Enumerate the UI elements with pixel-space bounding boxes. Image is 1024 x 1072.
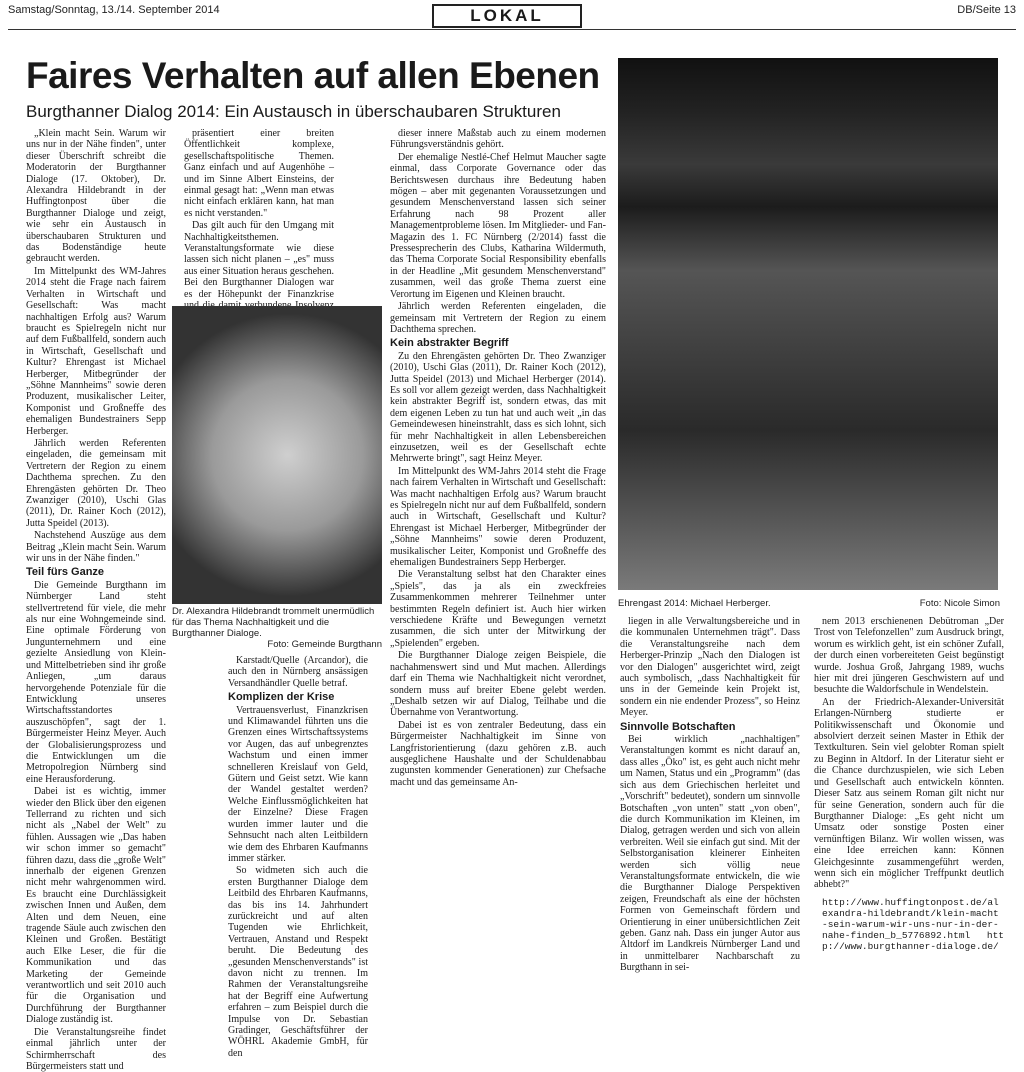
page-date: Samstag/Sonntag, 13./14. September 2014 [8,4,220,16]
subheading: Kein abstrakter Begriff [390,337,509,350]
photo-credit-herberger: Foto: Nicole Simon [919,598,1000,609]
paragraph: Die Veranstaltung selbst hat den Charakter eines „Spiels", das ja als ein zweckfreies Zusammenkommen mehrerer Teilnehmer unter bestimmten Regeln definiert ist. Auch hier wirken verschiedene Kräfte und Bewegungen vernetzt zusammen, die sich unter der Mitwirkung der „Spielenden" ergeben. [390,569,606,649]
section-label: LOKAL [432,4,582,28]
subheading: Komplizen der Krise [228,691,335,704]
photo-caption-herberger: Ehrengast 2014: Michael Herberger. [618,598,771,609]
paragraph: Die Gemeinde Burgthann im Nürnberger Land steht stellvertretend für viele, die mehr als nur eine Wohngemeinde sind. Eine optimale Förderung von Jungunternehmern und eine gezielte Ansiedlung von Klein- und Mittelbetrieben sind ihr große Anliegen, „um daraus hervorgehende Potenziale für die Entwicklung unseres Wirtschaftsstandortes auszuschöpfen", sagt der 1. Bürgermeister Heinz Meyer. Auch der Globalisierungsprozess und die Entwicklungen um die Metropolregion Nürnberg sind eine Herausforderung. [26,579,166,785]
photo-caption-hildebrandt [172,606,382,650]
paragraph: Die Burgthanner Dialoge zeigen Beispiele, die nachahmenswert sind und Mut machen. Allerdings darf ein Thema wie Nachhaltigkeit nicht verordnet, sondern muss auf breiter Ebene gelebt werden. „Deshalb setzen wir auf Dialog, Teilhabe und die Übernahme von Verantwortung. [390,650,606,719]
headline: Faires Verhalten auf allen Ebenen [26,55,600,96]
paragraph: dieser innere Maßstab auch zu einem modernen Führungsverständnis gehört. [390,128,606,151]
subheading: Sinnvolle Botschaften [620,720,736,733]
article-column-2-bottom [228,655,368,1059]
portrait-photo-hildebrandt [172,306,382,604]
paragraph: An der Friedrich-Alexander-Universität Erlangen-Nürnberg studierte er Politikwissenschaft und Ökonomie und absolviert derzeit seinen Master in Ethik der Textkulturen. Sein viel gelobter Roman spielt zu Beginn in Altdorf. In der Literatur sieht er die Chance durchzuspielen, wie sich Leben und Gesellschaft auch entwickeln könnten. Dieser Satz aus seinem Roman gilt nicht nur für seine Generation, sondern auch für die Burgthanner Dialoge: „Es geht nicht um Umsatz oder sonstige Posten einer vernünftigen Bilanz. Wir wollen wissen, was eine Idee erreichen kann: Können Gleichgesinnte zusammengeführt werden, wenn sich ein möglicher Treffpunkt deutlich abhebt?" [814,696,1004,891]
paragraph: Der ehemalige Nestlé-Chef Helmut Maucher sagte einmal, dass Corporate Governance oder das Berichtswesen durchaus ihre Bedeutung haben mögen – aber mit gegenanten Voraussetzungen und gesundem Menschenverstand lassen sich seiner Erfahrung nach 98 Prozent aller Managementprobleme lösen. Im Mitglieder- und Fan-Magazin des 1. FC Nürnberg (2/2014) fasst die Pressesprecherin des Clubs, Katharina Wildermuth, das Thema Corporate Social Responsibility ebenfalls in der Headline „Mit gesundem Menschenverstand" zusammen, weil das große Thema zuerst eine Verortung im Eigenen und Kleinen braucht. [390,151,606,300]
paragraph: Das gilt auch für den Umgang mit Nachhaltigkeitsthemen. Veranstaltungsformate wie diese lassen sich nicht planen – „es" muss aus einer Situation heraus geschehen. Bei den Burgthanner Dialogen war es der Höhepunkt der Finanzkrise [184,220,334,300]
paragraph: präsentiert einer breiten Öffentlichkeit komplexe, gesellschaftspolitische Themen. Ganz einfach und auf Augenhöhe – und im Sinne Albert Einsteins, der einmal gesagt hat: „Wenn man etwas nicht einfach erklären kann, hat man es nicht verstanden." [184,128,334,219]
paragraph: Die Veranstaltungsreihe findet einmal jährlich unter der Schirmherrschaft des Bürgermeisters statt und [26,1026,166,1072]
paragraph: Jährlich werden Referenten eingeladen, die gemeinsam mit Vertretern der Region zu einem Dachthema sprechen. [390,301,606,335]
article-column-2-top [184,128,334,304]
paragraph: liegen in alle Verwaltungsbereiche und in die kommunalen Unternehmen trägt". Dass die Veranstaltungsreihe nach dem Herberger-Prinzip „Nach den Dialogen ist vor den Dialogen" ausgerichtet wird, zeigt auch symbolisch, „dass Nachhaltigkeit für uns in der Gemeinde kein Projekt ist, sondern ein nie endender Prozess", so Heinz Meyer. [620,616,800,719]
paragraph: So widmeten sich auch die ersten Burgthanner Dialoge dem Leitbild des Ehrbaren Kaufmanns, das bis ins 14. Jahrhundert zurückreicht und auf alten Tugenden wie Ehrlichkeit, Vertrauen, Anstand und Respekt beruht. Die Bedeutung des „gesunden Menschenverstands" ist davon nicht zu trennen. Im Rahmen der Veranstaltungsreihe hat der Begriff eine Aufwertung erfahren – zum Beispiel durch die Impulse von Dr. Sebastian Gradinger, Geschäftsführer der WÖHRL Akademie GmbH, für den [228,865,368,1059]
paragraph: Im Mittelpunkt des WM-Jahres 2014 steht die Frage nach fairem Verhalten in Wirtschaft und Gesellschaft: Was macht nachhaltigen Erfolg aus? Warum braucht es Spielregeln nicht nur auf dem Fußballfeld, sondern auch in Wirtschaft, Gesellschaft und Kultur? Ehrengast ist Michael Herberger, Mitbegründer der „Söhne Mannheims" sowie deren Produzent, musikalischer Leiter, Komponist und Großneffe des ehemaligen Bundestrainers Sepp Herberger. [26,265,166,437]
paragraph: Im Mittelpunkt des WM-Jahrs 2014 steht die Frage nach fairem Verhalten in Wirtschaft und Gesellschaft: Was macht nachhaltigen Erfolg aus? Warum braucht es Spielregeln nicht nur auf dem Fußballfeld, sondern auch in Wirtschaft, Gesellschaft und Kultur? Ehrengast ist Michael Herberger, Mitbegründer der „Söhne Mannheims" sowie deren Produzent, musikalischer Leiter, Komponist und Großneffe des ehemaligen Bundestrainers Sepp Herberger. [390,465,606,569]
paragraph: Bei wirklich „nachhaltigen" Veranstaltungen kommt es nicht darauf an, dass alles „Öko" ist, es geht auch nicht mehr um Namen, Status und ein „Programm" (das sich aus dem Griechischen herleitet und „Vorschrift" bedeutet), sondern um sinnvolle Botschaften „von unten" statt „von oben", die durch Kommunikation im Kleinen, im Dialog, getragen werden und sich von allein verbreiten. Weil sie einfach gut sind. Mit der Selbstorganisation kleinerer Einheiten werden sich völlig neue Veranstaltungsformate entwickeln, die wie die Burgthanner Dialoge Perspektiven zeigen, Freundschaft als eine der höchsten Formen von Gemeinschaft fördern und Orientierung in einer unübersichtlichen Zeit geben. Ganz nah. Dass ein junger Autor aus Altdorf im Landkreis Nürnberger Land und in unmittelbarer Nachbarschaft zu Burgthann in sei- [620,734,800,974]
article-column-1 [26,128,166,1072]
article-column-3 [390,128,606,983]
paragraph: Nachstehend Auszüge aus dem Beitrag „Klein macht Sein. Warum wir uns in der Nähe finden." [26,530,166,565]
paragraph: Jährlich werden Referenten eingeladen, die gemeinsam mit Vertretern der Region zu einem Dachthema sprechen. Zu den Ehrengästen gehörten Dr. Theo Zwanziger (2010), Uschi Glas (2011), Dr. Rainer Koch (2012), Jutta Speidel (2013). [26,437,166,529]
paragraph: Vertrauensverlust, Finanzkrisen und Klimawandel führten uns die Grenzen eines Wirtschaftssystems vor Augen, das auf unbegrenztes Wachstum und einen immer schnelleren Kreislauf von Geld, Gütern und Geist setzt. Wie kann der Wandel gestaltet werden? Welche Einflussmöglichkeiten hat der Einzelne? Diese Fragen wurden immer lauter und die Sehnsucht nach alten Leitbildern wie dem des Ehrbaren Kaufmanns immer stärker. [228,704,368,864]
subheadline: Burgthanner Dialog 2014: Ein Austausch in überschaubaren Strukturen [26,102,561,121]
caption-text: Dr. Alexandra Hildebrandt trommelt unermüdlich für das Thema Nachhaltigkeit und die Burgthanner Dialoge. [172,606,375,639]
page-number: DB/Seite 13 [957,4,1016,16]
article-column-5 [814,616,1004,986]
photo-credit: Foto: Gemeinde Burgthann [267,639,382,650]
paragraph: Dabei ist es wichtig, immer wieder den Blick über den eigenen Tellerrand zu richten und sich nicht als „Nabel der Welt" zu fühlen. Aussagen wie „Das haben wir schon immer so gemacht" führen dazu, dass die „große Welt" innerhalb der eigenen Grenzen nicht mehr wahrgenommen wird. Es braucht eine Durchlässigkeit zwischen Innen und Außen, dem Alten und dem Neuen, eine tragende Säule auch zwischen den Kleinen und Großen. Bestätigt auch Elke Leser, die für die Kommunikation und das Marketing der Gemeinde verantwortlich und seit 2010 auch für die Organisation und Durchführung der Burgthanner Dialoge zuständig ist. [26,786,166,1026]
header-rule [8,29,1016,30]
source-links: http://www.huffingtonpost.de/alexandra-hildebrandt/klein-macht-sein-warum-wir-uns-nur-in-der-nahe-finden_b_5776892.html http://www.burgthanner-dialoge.de/ [822,896,1004,952]
subheading: Teil fürs Ganze [26,566,105,579]
article-column-4 [620,616,800,986]
paragraph: Zu den Ehrengästen gehörten Dr. Theo Zwanziger (2010), Uschi Glas (2011), Dr. Rainer Koch (2012), Jutta Speidel (2013) und Michael Herberger (2014). Es soll vor allem gezeigt werden, dass Nachhaltigkeit kein abstrakter Begriff ist, sondern etwas, das mit dem eigenen Leben zu tun hat und auch weit „in das Gemeindewesen hineinstrahlt, dass es sich lohnt, sich für mehr Nachhaltigkeit in allen Lebensbereichen einzusetzen, weil es der Gesellschaft echte Mehrwerte bringt", sagt Heinz Meyer. [390,350,606,465]
paragraph: „Klein macht Sein. Warum wir uns nur in der Nähe finden", unter dieser Überschrift schreibt die Moderatorin der Burgthanner Dialoge (17. Oktober), Dr. Alexandra Hildebrandt in der Huffingtonpost über die Burgthanner Dialoge und zeigt, wie sehr ein Austausch in überschaubaren Strukturen und das Bodenständige heute gebraucht werden. [26,128,166,265]
paragraph: Karstadt/Quelle (Arcandor), die auch den in Nürnberg ansässigen Versandhändler Quelle betraf. [228,655,368,689]
portrait-photo-herberger [618,58,998,590]
paragraph: Dabei ist es von zentraler Bedeutung, dass ein Bürgermeister Nachhaltigkeit im Sinne von Langfristorientierung (dazu gehören z.B. auch ausgeglichene Haushalte und der Schuldenabbau zugunsten kommender Generationen) zur Chefsache macht und das gemeinsame An- [390,719,606,788]
paragraph: nem 2013 erschienenen Debütroman „Der Trost von Telefonzellen" zum Ausdruck bringt, worum es wirklich geht, ist ein schöner Zufall, der durch einen vorbereiteten Geist begünstigt wurde. Joshua Groß, Jahrgang 1989, wuchs hier mit drei jüngeren Geschwistern auf und besuchte die Waldorfschule in Wendelstein. [814,616,1004,696]
